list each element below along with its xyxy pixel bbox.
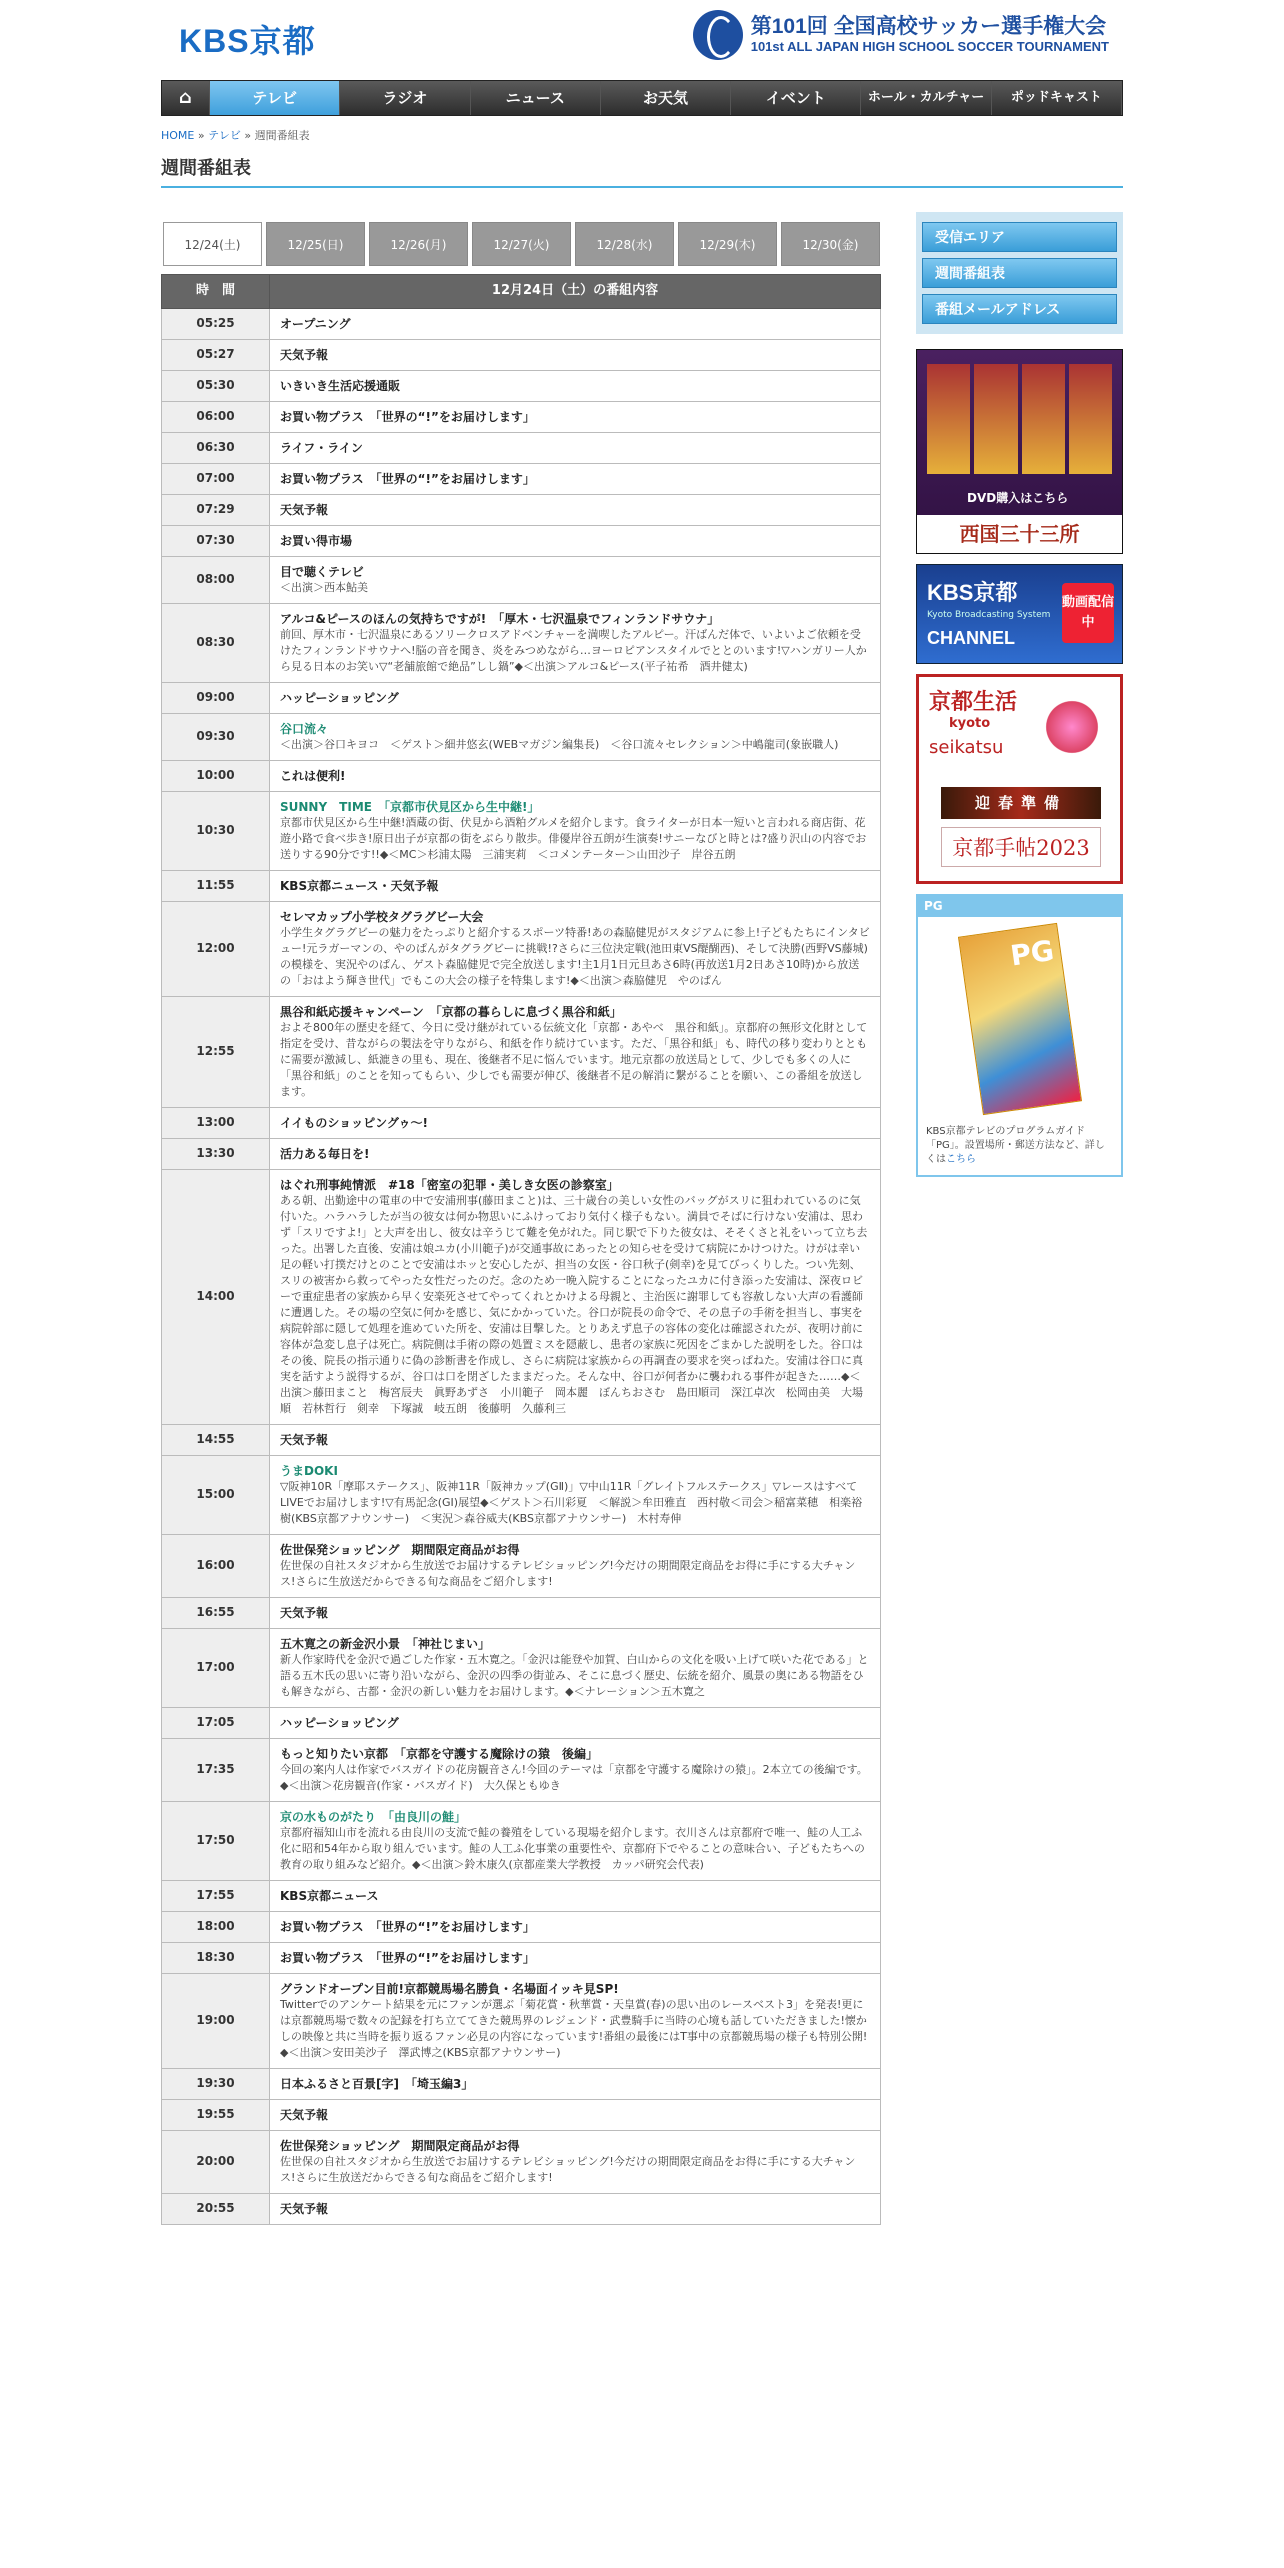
col-content-header: 12月24日（土）の番組内容	[270, 275, 881, 309]
program-title: お買い物プラス 「世界の“!”をお届けします」	[280, 410, 535, 424]
program-title: イイものショッピングゥ～!	[280, 1116, 429, 1130]
nav-podcast[interactable]: ポッドキャスト	[992, 81, 1122, 115]
table-row	[162, 309, 881, 340]
table-row	[162, 1456, 881, 1535]
program-time: 05:25	[162, 309, 270, 340]
program-title: KBS京都ニュース	[280, 1889, 379, 1903]
program-title: 天気予報	[280, 1606, 329, 1620]
dvd-purchase-text: DVD購入はこちら	[967, 491, 1069, 505]
kbs-channel-ad[interactable]	[916, 564, 1123, 664]
program-time: 10:30	[162, 792, 270, 871]
program-title: 天気予報	[280, 2108, 329, 2122]
seikatsu-title: 京都生活	[929, 690, 1018, 715]
table-row	[162, 371, 881, 402]
pg-header: PG	[918, 896, 1121, 917]
program-content	[270, 1739, 881, 1802]
table-row	[162, 1108, 881, 1139]
program-description: 前回、厚木市・七沢温泉にあるソリークロスアドベンチャーを満喫したアルピー。汗ばんだ体で、いよいよご依頼を受けたフィンランドサウナへ!脳の音を聞き、炎をみつめながら…ヨーロピアンスタイルでととのいます!▽ハンガリー人から見る日本のお笑い▽“老舗旅館で絶品”しし鍋”◆＜出演＞アルコ&ピース(平子祐希 酒井健太)	[280, 628, 867, 673]
breadcrumb-tv[interactable]: テレビ	[208, 129, 241, 142]
flower-icon	[1042, 697, 1102, 757]
program-time: 07:30	[162, 526, 270, 557]
program-title: お買い物プラス 「世界の“!”をお届けします」	[280, 472, 535, 486]
program-time: 20:00	[162, 2131, 270, 2194]
program-title: KBS京都ニュース・天気予報	[280, 879, 439, 893]
program-description: 佐世保の自社スタジオから生放送でお届けするテレビショッピング!今だけの期間限定商品をお得に手にする大チャンス!さらに生放送だからできる旬な商品をご紹介します!	[280, 2155, 856, 2184]
sidebar	[916, 212, 1123, 1177]
nav-radio[interactable]: ラジオ	[340, 81, 470, 115]
table-row	[162, 1535, 881, 1598]
program-time: 14:55	[162, 1425, 270, 1456]
saigoku-dvd-ad[interactable]	[916, 349, 1123, 554]
program-content	[270, 1943, 881, 1974]
program-title: いきいき生活応援通販	[280, 379, 401, 393]
program-content	[270, 1912, 881, 1943]
breadcrumb	[161, 128, 310, 144]
program-time: 14:00	[162, 1170, 270, 1425]
table-row	[162, 464, 881, 495]
table-row	[162, 1974, 881, 2069]
program-content	[270, 761, 881, 792]
table-row	[162, 340, 881, 371]
program-content	[270, 557, 881, 604]
streaming-badge: 動画配信中	[1062, 583, 1114, 643]
weekly-schedule-button[interactable]: 週間番組表	[922, 258, 1117, 288]
program-title: もっと知りたい京都 「京都を守護する魔除けの猿 後編」	[280, 1747, 599, 1761]
table-row	[162, 495, 881, 526]
program-content	[270, 997, 881, 1108]
program-content	[270, 902, 881, 997]
program-time: 06:00	[162, 402, 270, 433]
program-description: 京都府福知山市を流れる由良川の支流で鮭の養殖をしている現場を紹介します。衣川さんは京都府で唯一、鮭の人工ふ化に昭和54年から取り組んでいます。鮭の人工ふ化事業の重要性や、京都府下でやることの意味合い、子どもたちへの教育の取り組みなど紹介。◆＜出演＞鈴木康久(京都産業大学教授 カッパ研究会代表)	[280, 1826, 865, 1871]
banner-subtitle: 101st ALL JAPAN HIGH SCHOOL SOCCER TOURNAMENT	[750, 39, 1109, 54]
table-row	[162, 714, 881, 761]
nav-news[interactable]: ニュース	[471, 81, 601, 115]
program-content	[270, 1535, 881, 1598]
program-time: 12:55	[162, 997, 270, 1108]
table-row	[162, 871, 881, 902]
program-title: お買い物プラス 「世界の“!”をお届けします」	[280, 1920, 535, 1934]
program-time: 09:00	[162, 683, 270, 714]
table-row	[162, 792, 881, 871]
program-content	[270, 309, 881, 340]
geishun-banner: 迎春準備	[941, 787, 1101, 819]
schedule-table	[161, 274, 881, 2225]
program-title: はぐれ刑事純情派 #18「密室の犯罪・美しき女医の診察室」	[280, 1178, 619, 1192]
program-time: 18:00	[162, 1912, 270, 1943]
table-row	[162, 604, 881, 683]
program-description: ある朝、出勤途中の電車の中で安浦刑事(藤田まこと)は、三十歳台の美しい女性のバッグがスリに狙われているのに気付いた。ハラハラしたが当の彼女は何か物思いにふけっており気付く様子もない。満員でそばに行けない安浦は、思わず「スリですよ!」と大声を出し、彼女は辛うじて難を免がれた。同じ駅で下りた彼女は、そそくさと礼をいって立ち去った。出署した直後、安浦は娘ユカ(小川範子)が交通事故にあったとの知らせを受けて病院にかけつけた。けがは幸い足の軽い打撲だけとのことで安浦はホッと安心したが、担当の女医・谷口秋子(剣幸)を見てびっくりした。つい先刻、スリの被害から救ってやった女性だったのだ。念のため一晩入院することになったユカに付き添った安浦は、深夜ロビーで重症患者の家族から早く安楽死させてやってくれとかけよる母親と、主治医に謝罪しても容赦しない大声の看護師に遭遇した。その場の空気に何かを感じ、気にかかっていた。谷口が院長の命令で、その息子の手術を担当し、事実を病院幹部に隠して処理を進めていた所を、安浦は目撃した。とりあえず息子の容体の変化は確認されたが、夜明け前に容体が急変し息子は死亡。病院側は手術の際の処置ミスを隠蔽し、患者の家族に死因をごまかした説明をした。谷口はその後、院長の指示通りに偽の診断書を作成し、さらに病院は家族からの再調査の要求を突っぱねた。安浦は谷口に真実を話すよう説得するが、谷口は口を閉ざしたままだった。そんな中、谷口が何者かに襲われる事件が起きた……◆＜出演＞藤田まこと 梅宮辰夫 眞野あずさ 小川範子 岡本麗 ぼんちおさむ 島田順司 深江卓次 松岡由美 大場順 若林哲行 剣幸 下塚誠 岐五朗 後藤明 久藤利三	[280, 1194, 868, 1415]
program-content	[270, 526, 881, 557]
program-content	[270, 714, 881, 761]
breadcrumb-sep: »	[194, 129, 209, 142]
program-content	[270, 1802, 881, 1881]
kbs-logo[interactable]: KBS京都	[179, 23, 316, 59]
pg-text: KBS京都テレビのプログラムガイド「PG」。設置場所・郵送方法など、詳しくは	[926, 1126, 1105, 1166]
program-time: 17:00	[162, 1629, 270, 1708]
program-title: 日本ふるさと百景[字] 「埼玉編3」	[280, 2077, 474, 2091]
table-row	[162, 557, 881, 604]
program-content	[270, 871, 881, 902]
global-nav	[161, 80, 1123, 116]
program-content	[270, 792, 881, 871]
table-row	[162, 1739, 881, 1802]
program-time: 07:29	[162, 495, 270, 526]
soccer-banner[interactable]	[693, 10, 1109, 60]
schedule-rows	[162, 309, 881, 2225]
program-title: ハッピーショッピング	[280, 1716, 399, 1730]
pg-link[interactable]: こちら	[946, 1154, 976, 1166]
program-title: セレマカップ小学校タグラグビー大会	[280, 910, 484, 924]
program-title: ハッピーショッピング	[280, 691, 399, 705]
table-row	[162, 2100, 881, 2131]
program-title: アルコ&ピースのほんの気持ちですが! 「厚木・七沢温泉でフィンランドサウナ」	[280, 612, 720, 626]
program-content	[270, 1598, 881, 1629]
program-title: 天気予報	[280, 348, 329, 362]
program-time: 13:00	[162, 1108, 270, 1139]
program-description: 京都市伏見区から生中継!酒蔵の街、伏見から酒粕グルメを紹介します。食ライターが日本一短いと言われる商店街、花遊小路で食べ歩き!原日出子が京都の街をぶらり散歩。俳優岸谷五朗が生演奏!サニーなびと時とは?盛り沢山の内容でお送りする90分です!!◆＜MC＞杉浦太陽 三浦実莉 ＜コメンテーター＞山田沙子 岸谷五朗	[280, 816, 867, 861]
program-time: 16:00	[162, 1535, 270, 1598]
schedule-main	[161, 222, 881, 2225]
table-row	[162, 1912, 881, 1943]
nav-home-icon[interactable]: ⌂	[162, 81, 210, 115]
program-title: 天気予報	[280, 1433, 329, 1447]
nav-hall-culture[interactable]: ホール・カルチャー	[861, 81, 991, 115]
program-time: 19:00	[162, 1974, 270, 2069]
program-time: 17:55	[162, 1881, 270, 1912]
program-content	[270, 2131, 881, 2194]
dvd-box-image	[927, 364, 1112, 474]
program-time: 17:50	[162, 1802, 270, 1881]
program-content	[270, 433, 881, 464]
program-title-link[interactable]: SUNNY TIME 「京都市伏見区から生中継!」	[280, 800, 540, 814]
program-content	[270, 1629, 881, 1708]
table-row	[162, 1598, 881, 1629]
program-time: 17:05	[162, 1708, 270, 1739]
program-content	[270, 464, 881, 495]
pg-magazine-image[interactable]	[957, 923, 1081, 1115]
table-row	[162, 997, 881, 1108]
program-title: これは便利!	[280, 769, 346, 783]
program-time: 11:55	[162, 871, 270, 902]
program-content	[270, 1456, 881, 1535]
program-title: 目で聴くテレビ	[280, 565, 364, 579]
table-row	[162, 1881, 881, 1912]
table-row	[162, 2069, 881, 2100]
program-description: ＜出演＞西本鮎美	[280, 581, 368, 594]
tab-day[interactable]: 12/29(木)	[678, 222, 777, 266]
program-title: 活力ある毎日を!	[280, 1147, 370, 1161]
program-title: オープニング	[280, 317, 351, 331]
tab-day[interactable]: 12/24(土)	[163, 222, 262, 266]
program-description: 新人作家時代を金沢で過ごした作家・五木寛之。「金沢は能登や加賀、白山からの文化を吸い上げて咲いた花である」と語る五木氏の思いに寄り沿いながら、金沢の四季の街並み、そこに息づく歴史、伝統を紹介、風景の奥にある物語をひも解きながら、古都・金沢の新しい魅力をお届けします。◆＜ナレーション＞五木寛之	[280, 1653, 869, 1698]
program-content	[270, 2100, 881, 2131]
page	[161, 0, 1123, 2568]
program-time: 16:55	[162, 1598, 270, 1629]
program-time: 20:55	[162, 2194, 270, 2225]
kyoto-techo-title: 京都手帖2023	[941, 827, 1101, 867]
program-title: お買い得市場	[280, 534, 353, 548]
table-row	[162, 2194, 881, 2225]
program-content	[270, 683, 881, 714]
pg-guide-box	[916, 894, 1123, 1177]
program-description: 佐世保の自社スタジオから生放送でお届けするテレビショッピング!今だけの期間限定商品をお得に手にする大チャンス!さらに生放送だからできる旬な商品をご紹介します!	[280, 1559, 856, 1588]
program-title: お買い物プラス 「世界の“!”をお届けします」	[280, 1951, 535, 1965]
program-description: ＜出演＞谷口キヨコ ＜ゲスト＞細井悠玄(WEBマガジン編集長) ＜谷口流々セレクション＞中嶋龍司(象嵌職人)	[280, 738, 839, 751]
header	[161, 0, 1123, 72]
program-time: 15:00	[162, 1456, 270, 1535]
tab-day[interactable]: 12/27(火)	[472, 222, 571, 266]
program-time: 19:30	[162, 2069, 270, 2100]
program-time: 05:27	[162, 340, 270, 371]
tab-day[interactable]: 12/30(金)	[781, 222, 880, 266]
program-content	[270, 1139, 881, 1170]
program-description: 今回の案内人は作家でバスガイドの花房観音さん!今回のテーマは「京都を守護する魔除けの猿」。2本立ての後編です。◆＜出演＞花房観音(作家・バスガイド) 大久保ともゆき	[280, 1763, 868, 1792]
page-title: 週間番組表	[161, 156, 1123, 188]
program-title-link[interactable]: 京の水ものがたり 「由良川の鮭」	[280, 1810, 467, 1824]
program-content	[270, 371, 881, 402]
program-title: グランドオープン目前!京都競馬場名勝負・名場面イッキ見SP!	[280, 1982, 619, 1996]
program-time: 09:30	[162, 714, 270, 761]
table-row	[162, 1708, 881, 1739]
breadcrumb-sep: »	[240, 129, 255, 142]
program-title: ライフ・ライン	[280, 441, 363, 455]
program-title-link[interactable]: うまDOKI	[280, 1464, 338, 1478]
program-time: 18:30	[162, 1943, 270, 1974]
banner-title: 第101回 全国高校サッカー選手権大会	[750, 15, 1107, 38]
table-row	[162, 902, 881, 997]
program-time: 17:35	[162, 1739, 270, 1802]
table-row	[162, 1629, 881, 1708]
table-row	[162, 433, 881, 464]
program-content	[270, 340, 881, 371]
program-description: 小学生タグラグビーの魅力をたっぷりと紹介するスポーツ特番!あの森脇健児がスタジアムに参上!子どもたちにインタビュー!元ラガーマンの、やのぱんがタグラグビーに挑戦!?さらに三位決定戦(池田東VS醍醐西)、そして決勝(西野VS藤城)の模様を、実況やのぱん、ゲスト森脇健児で完全放送します!主1月1日元旦あさ6時(再放送1月2日あさ10時)から放送の「おはよう輝き世代」でもこの大会の様子を特集します!◆＜出演＞森脇健児 やのぱん	[280, 926, 870, 987]
saigoku-title: 西国三十三所	[917, 515, 1122, 553]
pg-description	[918, 1121, 1121, 1175]
kyoto-seikatsu-ad[interactable]	[916, 674, 1123, 884]
program-content	[270, 495, 881, 526]
channel-logo: KBS京都	[927, 580, 1018, 605]
day-tabs	[161, 222, 881, 266]
program-title: 五木寛之の新金沢小景 「神社じまい」	[280, 1637, 491, 1651]
table-row	[162, 526, 881, 557]
seikatsu-roman: seikatsu	[929, 737, 1004, 758]
program-title: 天気予報	[280, 2202, 329, 2216]
program-content	[270, 1170, 881, 1425]
table-row	[162, 402, 881, 433]
program-title: 佐世保発ショッピング 期間限定商品がお得	[280, 1543, 520, 1557]
program-time: 08:00	[162, 557, 270, 604]
table-row	[162, 683, 881, 714]
program-time: 12:00	[162, 902, 270, 997]
seikatsu-kyoto: kyoto	[949, 716, 991, 731]
program-content	[270, 2194, 881, 2225]
table-row	[162, 1943, 881, 1974]
tab-day[interactable]: 12/25(日)	[266, 222, 365, 266]
program-time: 13:30	[162, 1139, 270, 1170]
table-row	[162, 1139, 881, 1170]
program-description: Twitterでのアンケート結果を元にファンが選ぶ「菊花賞・秋華賞・天皇賞(春)の思い出のレースベスト3」を発表!更には京都競馬場で数々の記録を打ち立ててきた競馬界のレジェンド・武豊騎手に当時の心境も話していただきました!懐かしの映像と共に当時を振り返るファン必見の内容になっています!番組の最後にはT事中の京都競馬場の様子も特別公開!◆＜出演＞安田美沙子 澤武博之(KBS京都アナウンサー)	[280, 1998, 868, 2059]
program-title: 黒谷和紙応援キャンペーン 「京都の暮らしに息づく黒谷和紙」	[280, 1005, 622, 1019]
program-content	[270, 402, 881, 433]
program-time: 05:30	[162, 371, 270, 402]
program-content	[270, 1108, 881, 1139]
program-time: 10:00	[162, 761, 270, 792]
breadcrumb-home[interactable]: HOME	[161, 129, 195, 142]
channel-sub: Kyoto Broadcasting System	[927, 610, 1051, 620]
tab-day[interactable]: 12/26(月)	[369, 222, 468, 266]
table-row	[162, 761, 881, 792]
program-content	[270, 604, 881, 683]
sidebar-menu	[916, 212, 1123, 334]
col-time-header: 時 間	[162, 275, 270, 309]
program-title: 佐世保発ショッピング 期間限定商品がお得	[280, 2139, 520, 2153]
tab-day[interactable]: 12/28(水)	[575, 222, 674, 266]
soccer-emblem-icon	[693, 10, 743, 60]
nav-tv[interactable]: テレビ	[210, 81, 340, 115]
table-row	[162, 2131, 881, 2194]
program-content	[270, 2069, 881, 2100]
program-title: 天気予報	[280, 503, 329, 517]
reception-area-button[interactable]: 受信エリア	[922, 222, 1117, 252]
program-time: 19:55	[162, 2100, 270, 2131]
breadcrumb-current: 週間番組表	[254, 129, 310, 142]
pg-mag-logo: PG	[1007, 934, 1056, 973]
program-content	[270, 1881, 881, 1912]
program-mail-button[interactable]: 番組メールアドレス	[922, 294, 1117, 324]
program-time: 08:30	[162, 604, 270, 683]
program-content	[270, 1974, 881, 2069]
channel-word: CHANNEL	[927, 628, 1015, 648]
program-description: およそ800年の歴史を経て、今日に受け継がれている伝統文化「京都・あやべ 黒谷和紙」。京都府の無形文化財として指定を受け、昔ながらの製法を守りながら、和紙を作り続けています。ただ、「黒谷和紙」も、時代の移り変わりとともに需要が激減し、紙漉きの里も、現在、後継者不足に悩んでいます。地元京都の放送局として、少しでも多くの人に「黒谷和紙」のことを知ってもらい、少しでも需要が伸び、後継者不足の解消に繋がることを願い、この番組を放送します。	[280, 1021, 868, 1098]
table-row	[162, 1170, 881, 1425]
program-time: 06:30	[162, 433, 270, 464]
table-row	[162, 1802, 881, 1881]
program-content	[270, 1708, 881, 1739]
nav-event[interactable]: イベント	[731, 81, 861, 115]
nav-weather[interactable]: お天気	[601, 81, 731, 115]
program-description: ▽阪神10R「摩耶ステークス」、阪神11R「阪神カップ(GⅡ)」▽中山11R「グレイトフルステークス」▽レースはすべてLIVEでお届けします!▽有馬記念(GⅠ)展望◆＜ゲスト＞石川彩夏 ＜解説＞牟田雅直 西村敬＜司会＞稲富菜穂 相楽裕樹(KBS京都アナウンサー) ＜実況＞森谷威夫(KBS京都アナウンサー) 木村寿伸	[280, 1480, 863, 1525]
table-row	[162, 1425, 881, 1456]
program-time: 07:00	[162, 464, 270, 495]
program-title-link[interactable]: 谷口流々	[280, 722, 329, 736]
program-content	[270, 1425, 881, 1456]
